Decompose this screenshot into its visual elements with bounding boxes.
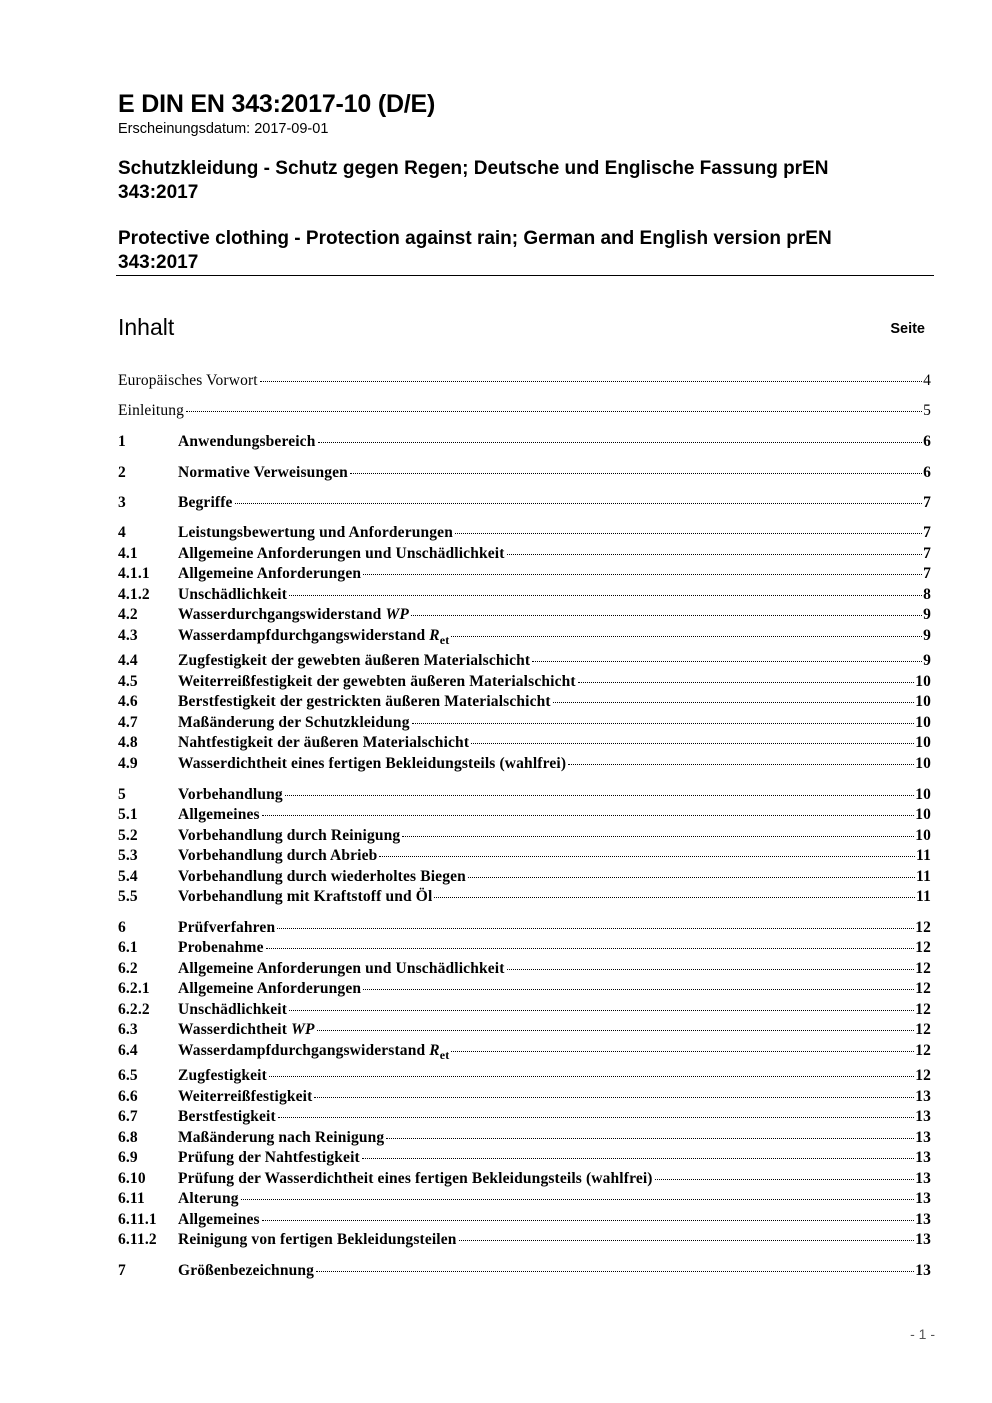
toc-entry-title: Alterung — [178, 1190, 239, 1207]
toc-entry-number: 4.1.2 — [118, 586, 150, 603]
toc-entry-number: 4.1 — [118, 545, 138, 562]
toc-entry-page: 4 — [923, 372, 931, 389]
toc-entry[interactable] — [118, 585, 931, 605]
toc-entry-number: 4.8 — [118, 734, 138, 751]
toc-entry-page: 10 — [915, 714, 931, 731]
toc-entry-page: 12 — [915, 1067, 931, 1084]
toc-entry-title: Allgemeine Anforderungen — [178, 980, 362, 997]
toc-entry-title: Wasserdichtheit WP — [178, 1021, 315, 1038]
publication-date: Erscheinungsdatum: 2017-09-01 — [118, 121, 329, 137]
toc-dot-leader — [186, 411, 922, 412]
toc-entry-title: Unschädlichkeit — [178, 586, 288, 603]
toc-entry-number: 6.5 — [118, 1067, 138, 1084]
toc-dot-leader — [235, 503, 923, 504]
toc-entry[interactable] — [118, 938, 931, 958]
toc-dot-leader — [289, 595, 922, 596]
toc-entry[interactable] — [118, 785, 931, 805]
toc-entry[interactable] — [118, 826, 931, 846]
toc-entry-number: 6.9 — [118, 1149, 138, 1166]
title-german: Schutzkleidung - Schutz gegen Regen; Deutsche und Englische Fassung prEN 343:2017 — [118, 158, 829, 203]
toc-entry-page: 6 — [923, 433, 931, 450]
toc-entry[interactable] — [118, 432, 931, 452]
toc-entry-page: 7 — [923, 565, 931, 582]
toc-dot-leader — [362, 1158, 914, 1159]
toc-dot-leader — [468, 877, 915, 878]
toc-dot-leader — [314, 1097, 914, 1098]
toc-entry[interactable] — [118, 1087, 931, 1107]
toc-entry[interactable] — [118, 1261, 931, 1281]
toc-dot-leader — [363, 989, 914, 990]
toc-dot-leader — [471, 743, 914, 744]
toc-entry[interactable] — [118, 918, 931, 938]
toc-entry[interactable] — [118, 754, 931, 774]
toc-entry-title: Berstfestigkeit — [178, 1108, 276, 1125]
toc-entry-title: Wasserdampfdurchgangswiderstand $R_{et}$ — [178, 1042, 450, 1063]
toc-entry-title: Begriffe — [178, 494, 233, 511]
toc-entry-number: 4 — [118, 524, 126, 541]
toc-dot-leader — [241, 1199, 915, 1200]
toc-entry-title: Anwendungsbereich — [178, 433, 316, 450]
toc-entry-number: 5.1 — [118, 806, 138, 823]
toc-entry-symbol: WP — [385, 606, 410, 623]
toc-entry-number: 4.3 — [118, 627, 138, 644]
toc-entry[interactable] — [118, 1230, 931, 1250]
toc-dot-leader — [507, 969, 915, 970]
toc-dot-leader — [402, 836, 914, 837]
toc-entry[interactable] — [118, 626, 931, 646]
toc-entry[interactable] — [118, 672, 931, 692]
toc-dot-leader — [266, 948, 915, 949]
toc-entry-page: 13 — [915, 1262, 931, 1279]
toc-entry[interactable] — [118, 1000, 931, 1020]
toc-entry-number: 4.4 — [118, 652, 138, 669]
toc-entry-number: 6.6 — [118, 1088, 138, 1105]
toc-entry-page: 7 — [923, 545, 931, 562]
toc-entry-subscript: et — [439, 1048, 450, 1063]
toc-entry-number: 6.11.1 — [118, 1211, 157, 1228]
toc-entry-number: 6.2 — [118, 960, 138, 977]
toc-entry-title: Europäisches Vorwort — [118, 372, 258, 389]
toc-entry-title: Allgemeine Anforderungen und Unschädlichkeit — [178, 960, 505, 977]
toc-entry-title: Vorbehandlung durch Abrieb — [178, 847, 378, 864]
toc-entry-number: 6.2.1 — [118, 980, 150, 997]
toc-dot-leader — [412, 723, 915, 724]
toc-entry-number: 5 — [118, 786, 126, 803]
toc-entry-number: 4.9 — [118, 755, 138, 772]
toc-entry-page: 10 — [915, 786, 931, 803]
toc-entry-title: Weiterreißfestigkeit der gewebten äußeren Materialschicht — [178, 673, 576, 690]
toc-entry-number: 3 — [118, 494, 126, 511]
toc-entry-title: Zugfestigkeit — [178, 1067, 267, 1084]
toc-entry-page: 12 — [915, 1042, 931, 1059]
toc-entry-title: Allgemeines — [178, 1211, 260, 1228]
toc-entry[interactable] — [118, 605, 931, 625]
document-title: E DIN EN 343:2017-10 (D/E) — [118, 90, 436, 118]
toc-entry-number: 6.8 — [118, 1129, 138, 1146]
toc-entry[interactable] — [118, 493, 931, 513]
toc-entry-number: 2 — [118, 464, 126, 481]
toc-entry-title: Normative Verweisungen — [178, 464, 348, 481]
toc-entry-page: 13 — [915, 1088, 931, 1105]
toc-entry-symbol: R — [429, 627, 440, 644]
toc-entry-page: 12 — [915, 960, 931, 977]
toc-entry-number: 6 — [118, 919, 126, 936]
toc-entry-title: Prüfung der Wasserdichtheit eines fertigen Bekleidungsteils (wahlfrei) — [178, 1170, 653, 1187]
toc-entry-title: Vorbehandlung durch wiederholtes Biegen — [178, 868, 466, 885]
toc-dot-leader — [386, 1138, 914, 1139]
toc-page-column-label: Seite — [890, 321, 925, 337]
toc-entry-title: Weiterreißfestigkeit — [178, 1088, 313, 1105]
toc-entry-title: Nahtfestigkeit der äußeren Materialschicht — [178, 734, 470, 751]
toc-entry-title: Wasserdampfdurchgangswiderstand $R_{et}$ — [178, 627, 450, 648]
toc-entry-page: 12 — [915, 1001, 931, 1018]
toc-entry-number: 6.2.2 — [118, 1001, 150, 1018]
toc-entry-title: Prüfverfahren — [178, 919, 276, 936]
toc-entry[interactable] — [118, 1148, 931, 1168]
toc-entry-number: 6.7 — [118, 1108, 138, 1125]
toc-entry[interactable] — [118, 805, 931, 825]
toc-entry-page: 10 — [915, 673, 931, 690]
toc-entry-title: Vorbehandlung — [178, 786, 283, 803]
toc-entry[interactable] — [118, 463, 931, 483]
toc-entry[interactable] — [118, 523, 931, 543]
toc-entry[interactable] — [118, 979, 931, 999]
toc-entry[interactable] — [118, 564, 931, 584]
toc-entry-page: 11 — [916, 888, 931, 905]
toc-entry-number: 4.1.1 — [118, 565, 150, 582]
toc-entry[interactable] — [118, 1020, 931, 1040]
toc-dot-leader — [655, 1179, 915, 1180]
toc-entry[interactable] — [118, 1169, 931, 1189]
toc-entry-page: 12 — [915, 939, 931, 956]
toc-dot-leader — [434, 897, 915, 898]
toc-entry-title: Allgemeines — [178, 806, 260, 823]
toc-entry-page: 9 — [923, 606, 931, 623]
toc-entry[interactable] — [118, 401, 931, 421]
toc-dot-leader — [459, 1240, 915, 1241]
toc-entry-page: 8 — [923, 586, 931, 603]
toc-entry[interactable] — [118, 371, 931, 391]
toc-entry-subscript: et — [439, 633, 450, 648]
title-english: Protective clothing - Protection against rain; German and English version prEN 343:2017 — [118, 228, 832, 273]
toc-entry-title: Allgemeine Anforderungen — [178, 565, 362, 582]
toc-entry-number: 5.5 — [118, 888, 138, 905]
toc-entry-page: 10 — [915, 806, 931, 823]
toc-dot-leader — [318, 442, 923, 443]
toc-entry-page: 13 — [915, 1170, 931, 1187]
toc-entry-number: 6.11 — [118, 1190, 145, 1207]
toc-heading: Inhalt — [118, 314, 175, 340]
toc-dot-leader — [363, 574, 922, 575]
toc-entry-number: 5.3 — [118, 847, 138, 864]
toc-dot-leader — [285, 795, 914, 796]
page-number: - 1 - — [910, 1326, 935, 1342]
toc-dot-leader — [578, 682, 915, 683]
toc-entry-symbol: WP — [291, 1021, 315, 1038]
toc-dot-leader — [379, 856, 915, 857]
toc-entry-page: 13 — [915, 1108, 931, 1125]
toc-entry[interactable] — [118, 1210, 931, 1230]
toc-entry-page: 10 — [915, 827, 931, 844]
toc-entry-page: 10 — [915, 734, 931, 751]
toc-entry[interactable] — [118, 544, 931, 564]
toc-entry-page: 9 — [923, 652, 931, 669]
toc-entry-number: 5.4 — [118, 868, 138, 885]
toc-dot-leader — [350, 473, 922, 474]
toc-entry-title: Größenbezeichnung — [178, 1262, 315, 1279]
toc-dot-leader — [532, 661, 922, 662]
toc-entry-title: Wasserdichtheit eines fertigen Bekleidungsteils (wahlfrei) — [178, 755, 567, 772]
toc-entry-number: 4.7 — [118, 714, 138, 731]
toc-entry-number: 4.6 — [118, 693, 138, 710]
toc-dot-leader — [289, 1010, 914, 1011]
toc-dot-leader — [262, 815, 914, 816]
toc-entry[interactable] — [118, 651, 931, 671]
toc-dot-leader — [451, 1051, 914, 1052]
toc-entry-page: 13 — [915, 1149, 931, 1166]
toc-entry[interactable] — [118, 1066, 931, 1086]
toc-entry-number: 1 — [118, 433, 126, 450]
toc-entry-page: 13 — [915, 1129, 931, 1146]
toc-entry[interactable] — [118, 867, 931, 887]
toc-entry[interactable] — [118, 692, 931, 712]
toc-dot-leader — [553, 702, 914, 703]
toc-entry-number: 7 — [118, 1262, 126, 1279]
toc-entry-page: 6 — [923, 464, 931, 481]
toc-entry-number: 6.11.2 — [118, 1231, 157, 1248]
toc-entry[interactable] — [118, 1107, 931, 1127]
toc-entry-title: Vorbehandlung durch Reinigung — [178, 827, 401, 844]
toc-entry-title: Maßänderung nach Reinigung — [178, 1129, 385, 1146]
toc-entry[interactable] — [118, 959, 931, 979]
toc-dot-leader — [568, 764, 914, 765]
toc-entry-number: 6.10 — [118, 1170, 146, 1187]
toc-dot-leader — [316, 1271, 914, 1272]
toc-entry-page: 13 — [915, 1231, 931, 1248]
toc-entry-title: Zugfestigkeit der gewebten äußeren Materialschicht — [178, 652, 531, 669]
toc-entry-page: 12 — [915, 1021, 931, 1038]
toc-dot-leader — [260, 381, 922, 382]
toc-entry-title: Einleitung — [118, 402, 185, 419]
toc-dot-leader — [455, 533, 922, 534]
toc-entry-number: 6.3 — [118, 1021, 138, 1038]
toc-entry-number: 5.2 — [118, 827, 138, 844]
toc-dot-leader — [277, 928, 914, 929]
toc-entry-number: 6.4 — [118, 1042, 138, 1059]
toc-entry[interactable] — [118, 1128, 931, 1148]
toc-dot-leader — [451, 636, 922, 637]
toc-entry[interactable] — [118, 887, 931, 907]
toc-entry[interactable] — [118, 1041, 931, 1061]
toc-entry-number: 4.2 — [118, 606, 138, 623]
toc-entry-title: Allgemeine Anforderungen und Unschädlichkeit — [178, 545, 505, 562]
toc-dot-leader — [262, 1220, 914, 1221]
toc-dot-leader — [269, 1076, 914, 1077]
toc-entry-page: 10 — [915, 755, 931, 772]
toc-entry-title: Wasserdurchgangswiderstand WP — [178, 606, 410, 623]
toc-entry-number: 4.5 — [118, 673, 138, 690]
toc-entry-title: Unschädlichkeit — [178, 1001, 288, 1018]
toc-entry-title: Prüfung der Nahtfestigkeit — [178, 1149, 360, 1166]
toc-entry-page: 7 — [923, 494, 931, 511]
toc-entry-page: 12 — [915, 919, 931, 936]
toc-entry-symbol: R — [429, 1042, 440, 1059]
toc-entry-page: 10 — [915, 693, 931, 710]
toc-entry-page: 9 — [923, 627, 931, 644]
toc-entry-title: Berstfestigkeit der gestrickten äußeren Materialschicht — [178, 693, 551, 710]
toc-entry-page: 11 — [916, 847, 931, 864]
toc-entry-page: 12 — [915, 980, 931, 997]
toc-dot-leader — [507, 554, 923, 555]
toc-entry-page: 13 — [915, 1211, 931, 1228]
toc-entry-page: 11 — [916, 868, 931, 885]
toc-entry-title: Probenahme — [178, 939, 264, 956]
toc-entry-page: 7 — [923, 524, 931, 541]
toc-entry-title: Maßänderung der Schutzkleidung — [178, 714, 410, 731]
toc-entry[interactable] — [118, 713, 931, 733]
toc-entry-number: 6.1 — [118, 939, 138, 956]
toc-entry-title: Leistungsbewertung und Anforderungen — [178, 524, 453, 541]
toc-entry-page: 5 — [923, 402, 931, 419]
toc-entry-title: Reinigung von fertigen Bekleidungsteilen — [178, 1231, 457, 1248]
toc-entry-title: Vorbehandlung mit Kraftstoff und Öl — [178, 888, 433, 905]
toc-entry[interactable] — [118, 846, 931, 866]
toc-entry-page: 13 — [915, 1190, 931, 1207]
toc-dot-leader — [317, 1030, 915, 1031]
toc-entry[interactable] — [118, 1189, 931, 1209]
toc-dot-leader — [411, 615, 922, 616]
toc-entry[interactable] — [118, 733, 931, 753]
toc-dot-leader — [278, 1117, 914, 1118]
